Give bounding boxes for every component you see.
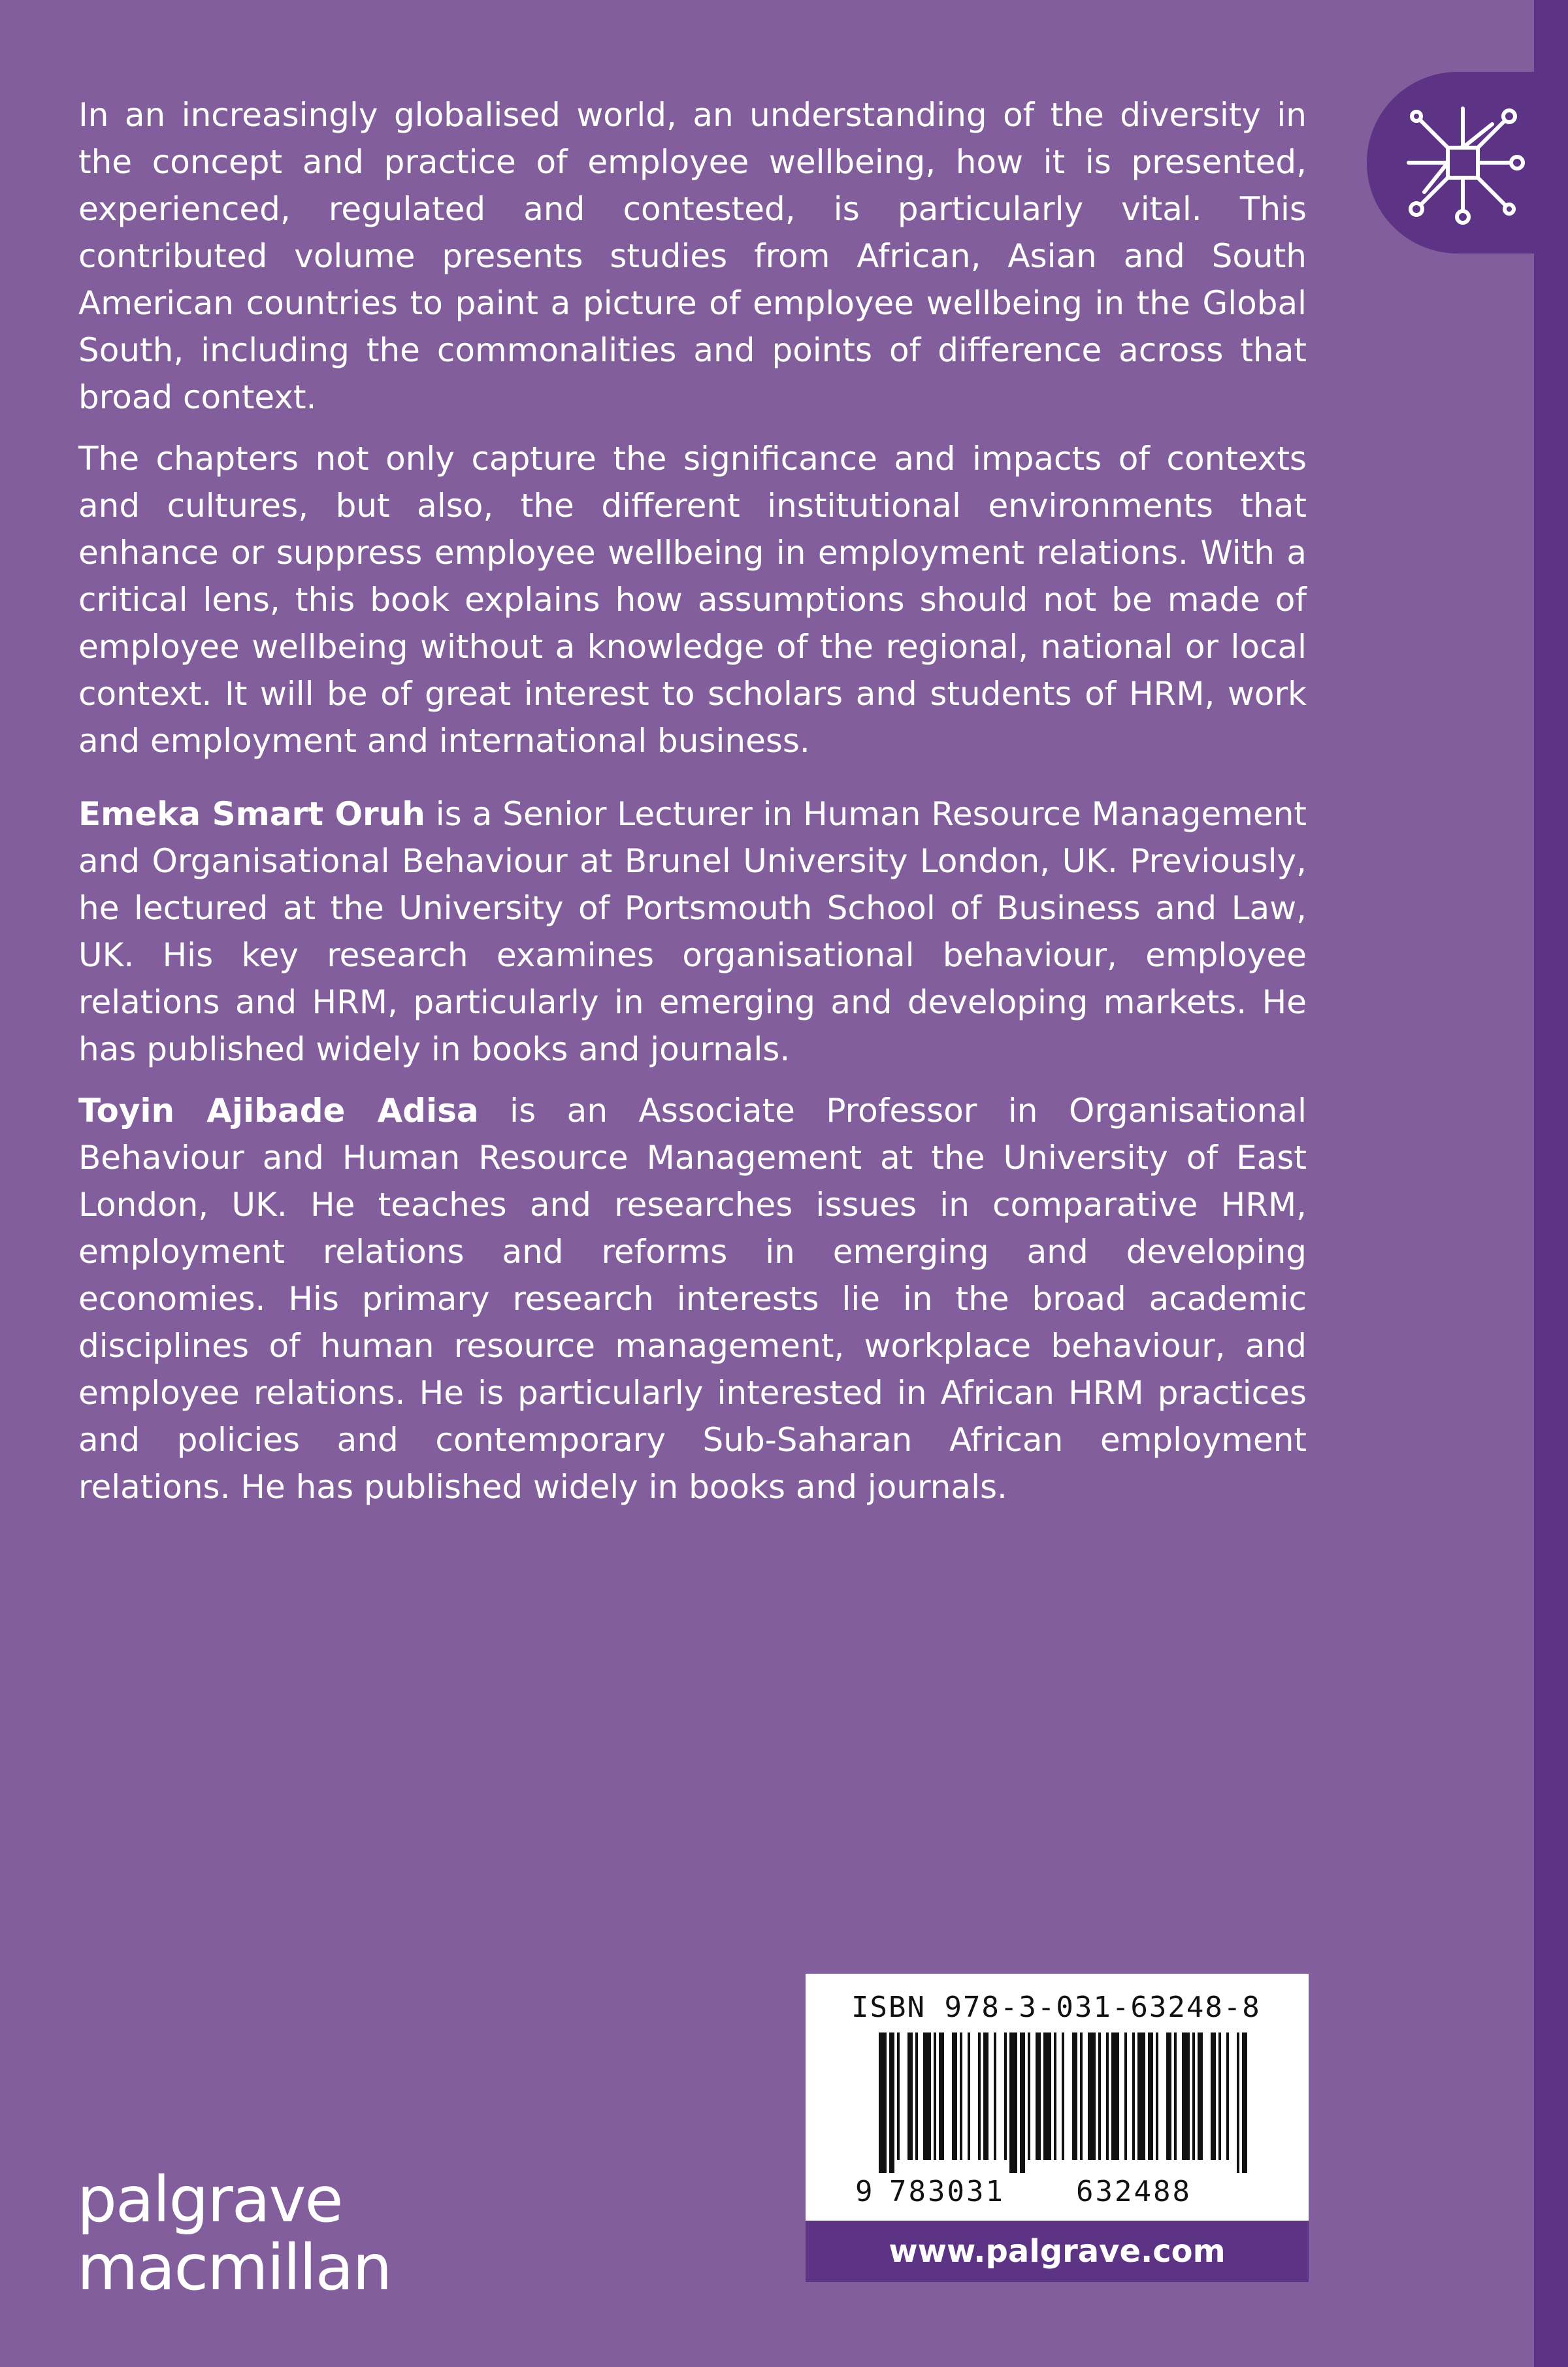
publisher-line-2: macmillan <box>77 2231 391 2304</box>
barcode-bar <box>1028 2032 1030 2160</box>
author-name-2: Toyin Ajibade Adisa <box>78 1092 479 1130</box>
barcode-bar <box>1242 2032 1247 2173</box>
barcode-digit-lead: 9 <box>855 2175 873 2208</box>
book-spine-edge <box>1534 0 1568 2367</box>
barcode-bar <box>1062 2032 1064 2160</box>
barcode-bar <box>1088 2032 1096 2160</box>
barcode-bar <box>1009 2032 1017 2173</box>
barcode-bar <box>952 2032 957 2160</box>
barcode-bar <box>1043 2032 1051 2160</box>
publisher-url: www.palgrave.com <box>806 2221 1309 2282</box>
barcode-bar <box>1137 2032 1145 2160</box>
barcode-bar <box>1080 2032 1083 2160</box>
barcode-bar <box>1054 2032 1056 2160</box>
barcode-bar <box>1226 2032 1229 2160</box>
author-bio-text-1: is a Senior Lecturer in Human Resource Management and Organisational Behaviour at Brunel University London, UK. Previously, he lectured at the University of Portsmouth School of Business and Law, UK. His key research examines organisational behaviour, employee relations and HRM, particularly in emerging and developing markets. He has published widely in books and journals. <box>78 795 1307 1068</box>
barcode-bar <box>897 2032 900 2160</box>
barcode-bar <box>1004 2032 1007 2160</box>
barcode-bar <box>1182 2032 1190 2160</box>
barcode-bar <box>1237 2032 1239 2173</box>
barcode-bar <box>879 2032 887 2173</box>
author-bio-1 <box>78 791 1307 1073</box>
barcode-bar <box>968 2032 970 2160</box>
blurb-paragraph-2: The chapters not only capture the significance and impacts of contexts and cultures, but also, the different institutional environments that enhance or suppress employee wellbeing in employment relations. With a critical lens, this book explains how assumptions should not be made of employee wellbeing without a knowledge of the regional, national or local context. It will be of great interest to scholars and students of HRM, work and employment and international business. <box>78 440 1307 760</box>
isbn-label: ISBN 978-3-031-63248-8 <box>851 1991 1261 2024</box>
barcode-bar <box>1072 2032 1077 2160</box>
barcode-bar <box>978 2032 981 2160</box>
barcode-bar <box>1156 2032 1158 2160</box>
blurb-paragraph-1: In an increasingly globalised world, an understanding of the diversity in the concept and practice of employee wellbeing, how it is presented, experienced, regulated and contested, is particularly vital. This contributed volume presents studies from African, Asian and South American countries to paint a picture of employee wellbeing in the Global South, including the commonalities and points of difference across that broad context. <box>78 96 1307 416</box>
barcode-bar <box>960 2032 962 2160</box>
barcode-bar <box>1124 2032 1127 2160</box>
back-cover-text <box>78 91 1307 1525</box>
barcode-digits-right: 632488 <box>1076 2175 1192 2208</box>
barcode-bar <box>889 2032 894 2173</box>
barcode-bar <box>1098 2032 1101 2160</box>
barcode-bar <box>1192 2032 1195 2160</box>
palgrave-network-icon <box>1394 94 1531 231</box>
barcode-bar <box>939 2032 944 2160</box>
barcode-bar <box>1106 2032 1109 2160</box>
barcode-bar <box>1166 2032 1171 2160</box>
barcode-bar <box>1020 2032 1025 2173</box>
isbn-barcode-box <box>806 1974 1309 2221</box>
barcode <box>851 2032 1269 2209</box>
barcode-bar <box>1174 2032 1177 2160</box>
barcode-bar <box>1218 2032 1221 2160</box>
barcode-bar <box>994 2032 996 2160</box>
publisher-logo-text <box>77 2163 391 2304</box>
barcode-digits-left: 783031 <box>889 2175 1005 2208</box>
author-bio-2 <box>78 1087 1307 1510</box>
barcode-bar <box>1132 2032 1135 2160</box>
barcode-bar <box>1111 2032 1119 2160</box>
barcode-bar <box>923 2032 931 2160</box>
barcode-bar <box>907 2032 913 2160</box>
barcode-bar <box>1148 2032 1153 2160</box>
barcode-bar <box>1198 2032 1203 2160</box>
author-name-1: Emeka Smart Oruh <box>78 795 425 833</box>
publisher-logo-badge <box>1367 72 1568 253</box>
barcode-bar <box>934 2032 936 2160</box>
barcode-bar <box>915 2032 918 2160</box>
barcode-bar <box>1211 2032 1216 2160</box>
author-bio-text-2: is an Associate Professor in Organisational Behaviour and Human Resource Management at the University of East London, UK. He teaches and researches issues in comparative HRM, employment relations and reforms in emerging and developing economies. His primary research interests lie in the broad academic disciplines of human resource management, workplace behaviour, and employee relations. He is particularly interested in African HRM practices and policies and contemporary Sub-Saharan African employment relations. He has published widely in books and journals. <box>78 1092 1307 1506</box>
publisher-line-1: palgrave <box>77 2163 342 2236</box>
barcode-bar <box>1036 2032 1041 2160</box>
barcode-bar <box>983 2032 988 2160</box>
